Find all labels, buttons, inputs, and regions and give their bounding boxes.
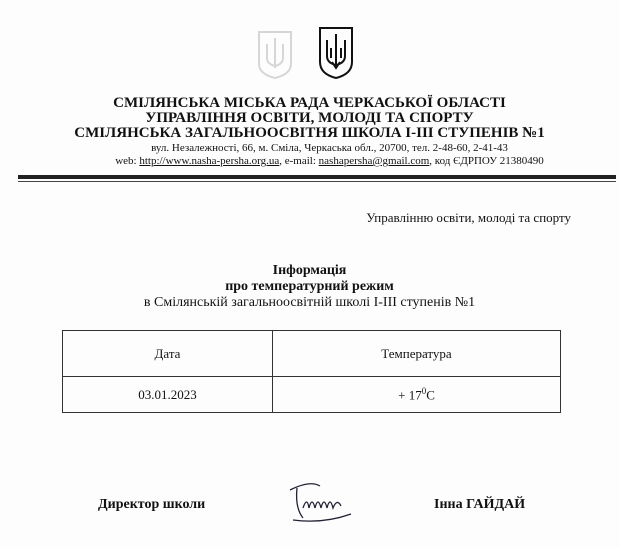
temp-unit: C [426,387,435,403]
coat-of-arms-icon [318,26,354,82]
contacts [20,155,619,167]
doc-subtitle: про температурний режим [225,279,394,294]
address: вул. Незалежності, 66, м. Сміла, Черкаська обл., 20700, тел. 2-48-60, 2-41-43 [151,142,508,154]
header-temperature: Температура [273,331,561,377]
table-header-row [63,331,561,377]
cell-date: 03.01.2023 [63,377,273,413]
header-rule [18,175,616,179]
email-label: , e-mail: [279,155,319,167]
header-line-2: УПРАВЛІННЯ ОСВІТИ, МОЛОДІ ТА СПОРТУ [145,110,474,126]
temperature-table [62,330,561,413]
edrpou-code: , код ЄДРПОУ 21380490 [429,155,544,167]
signature-icon [285,478,355,528]
web-link[interactable]: http://www.nasha-persha.org.ua [139,155,280,167]
header-date: Дата [63,331,273,377]
degree-sup: 0 [421,385,427,396]
signatory-position: Директор школи [98,497,206,512]
recipient: Управлінню освіти, молоді та спорту [366,210,571,225]
temp-value: + 17 [398,387,422,403]
doc-subtitle-2: в Смілянській загальноосвітній школі І-ІІІ ступенів №1 [143,295,476,310]
web-label: web: [115,155,140,167]
signatory-name: Інна ГАЙДАЙ [434,497,526,512]
doc-title: Інформація [272,263,347,278]
email-link[interactable]: nashapersha@gmail.com [318,155,430,167]
header-rule-thin [18,181,616,182]
header-line-3: СМІЛЯНСЬКА ЗАГАЛЬНООСВІТНЯ ШКОЛА І-ІІІ СТУПЕНІВ №1 [74,125,545,141]
cell-temperature [273,377,561,413]
header-line-1: СМІЛЯНСЬКА МІСЬКА РАДА ЧЕРКАСЬКОЇ ОБЛАСТІ [113,95,506,111]
table-row [63,377,561,413]
coat-of-arms-bleedthrough-icon [257,30,293,80]
